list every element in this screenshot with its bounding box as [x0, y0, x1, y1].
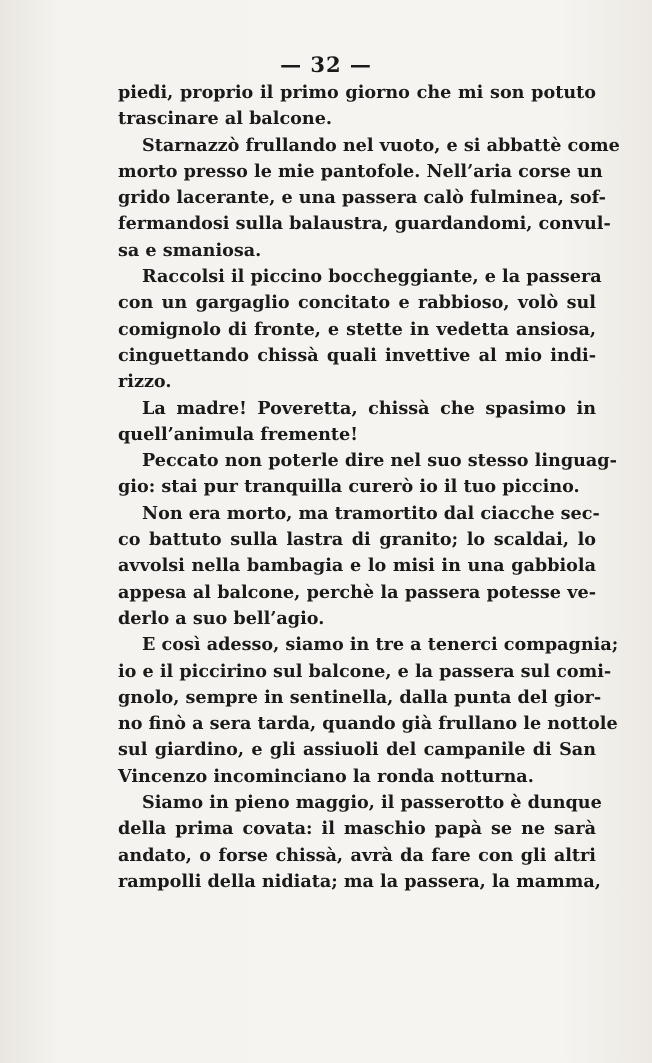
text-line: sul giardino, e gli assiuoli del campanile di San: [118, 739, 596, 761]
text-line: Raccolsi il piccino boccheggiante, e la passera: [142, 266, 602, 288]
text-line: grido lacerante, e una passera calò fulminea, sof-: [118, 187, 606, 209]
text-line: Vincenzo incominciano la ronda notturna.: [118, 765, 534, 787]
text-line: cinguettando chissà quali invettive al mio indi-: [118, 344, 596, 366]
text-line: andato, o forse chissà, avrà da fare con gli altri: [118, 844, 596, 866]
text-line: Starnazzò frullando nel vuoto, e si abbattè come: [142, 134, 620, 156]
text-line: Non era morto, ma tramortito dal ciacche sec-: [142, 502, 600, 524]
text-line: piedi, proprio il primo giorno che mi son potuto: [118, 82, 596, 103]
text-line: sa e smaniosa.: [118, 239, 262, 261]
text-line: derlo a suo bell’agio.: [118, 607, 325, 629]
text-line: trascinare al balcone.: [118, 108, 333, 130]
text-line: appesa al balcone, perchè la passera potesse ve-: [118, 581, 596, 603]
text-line: La madre! Poveretta, chissà che spasimo in: [142, 397, 596, 419]
text-line: Peccato non poterle dire nel suo stesso linguag-: [142, 450, 617, 472]
text-line: co battuto sulla lastra di granito; lo scaldai, lo: [118, 529, 596, 551]
text-line: morto presso le mie pantofole. Nell’aria corse un: [118, 160, 603, 182]
text-line: gnolo, sempre in sentinella, dalla punta del gior-: [118, 686, 602, 708]
text-line: E così adesso, siamo in tre a tenerci compagnia;: [142, 634, 619, 656]
text-line: rizzo.: [118, 371, 172, 393]
text-line: Siamo in pieno maggio, il passerotto è dunque: [142, 792, 602, 814]
text-line: avvolsi nella bambagia e lo misi in una gabbiola: [118, 555, 596, 577]
text-line: rampolli della nidiata; ma la passera, la mamma,: [118, 870, 601, 892]
text-line: della prima covata: il maschio papà se ne sarà: [118, 818, 596, 840]
text-line: no finò a sera tarda, quando già frullano le nottole: [118, 713, 618, 735]
page-number: — 32 —: [280, 52, 372, 77]
text-line: con un gargaglio concitato e rabbioso, volò sul: [118, 292, 596, 314]
text-line: comignolo di fronte, e stette in vedetta ansiosa,: [118, 318, 596, 340]
body-text: [118, 80, 620, 895]
text-line: gio: stai pur tranquilla curerò io il tuo piccino.: [118, 476, 580, 498]
text-line: io e il piccirino sul balcone, e la passera sul comi-: [118, 660, 612, 682]
text-line: fermandosi sulla balaustra, guardandomi, convul-: [118, 213, 611, 235]
text-line: quell’animula fremente!: [118, 423, 358, 445]
